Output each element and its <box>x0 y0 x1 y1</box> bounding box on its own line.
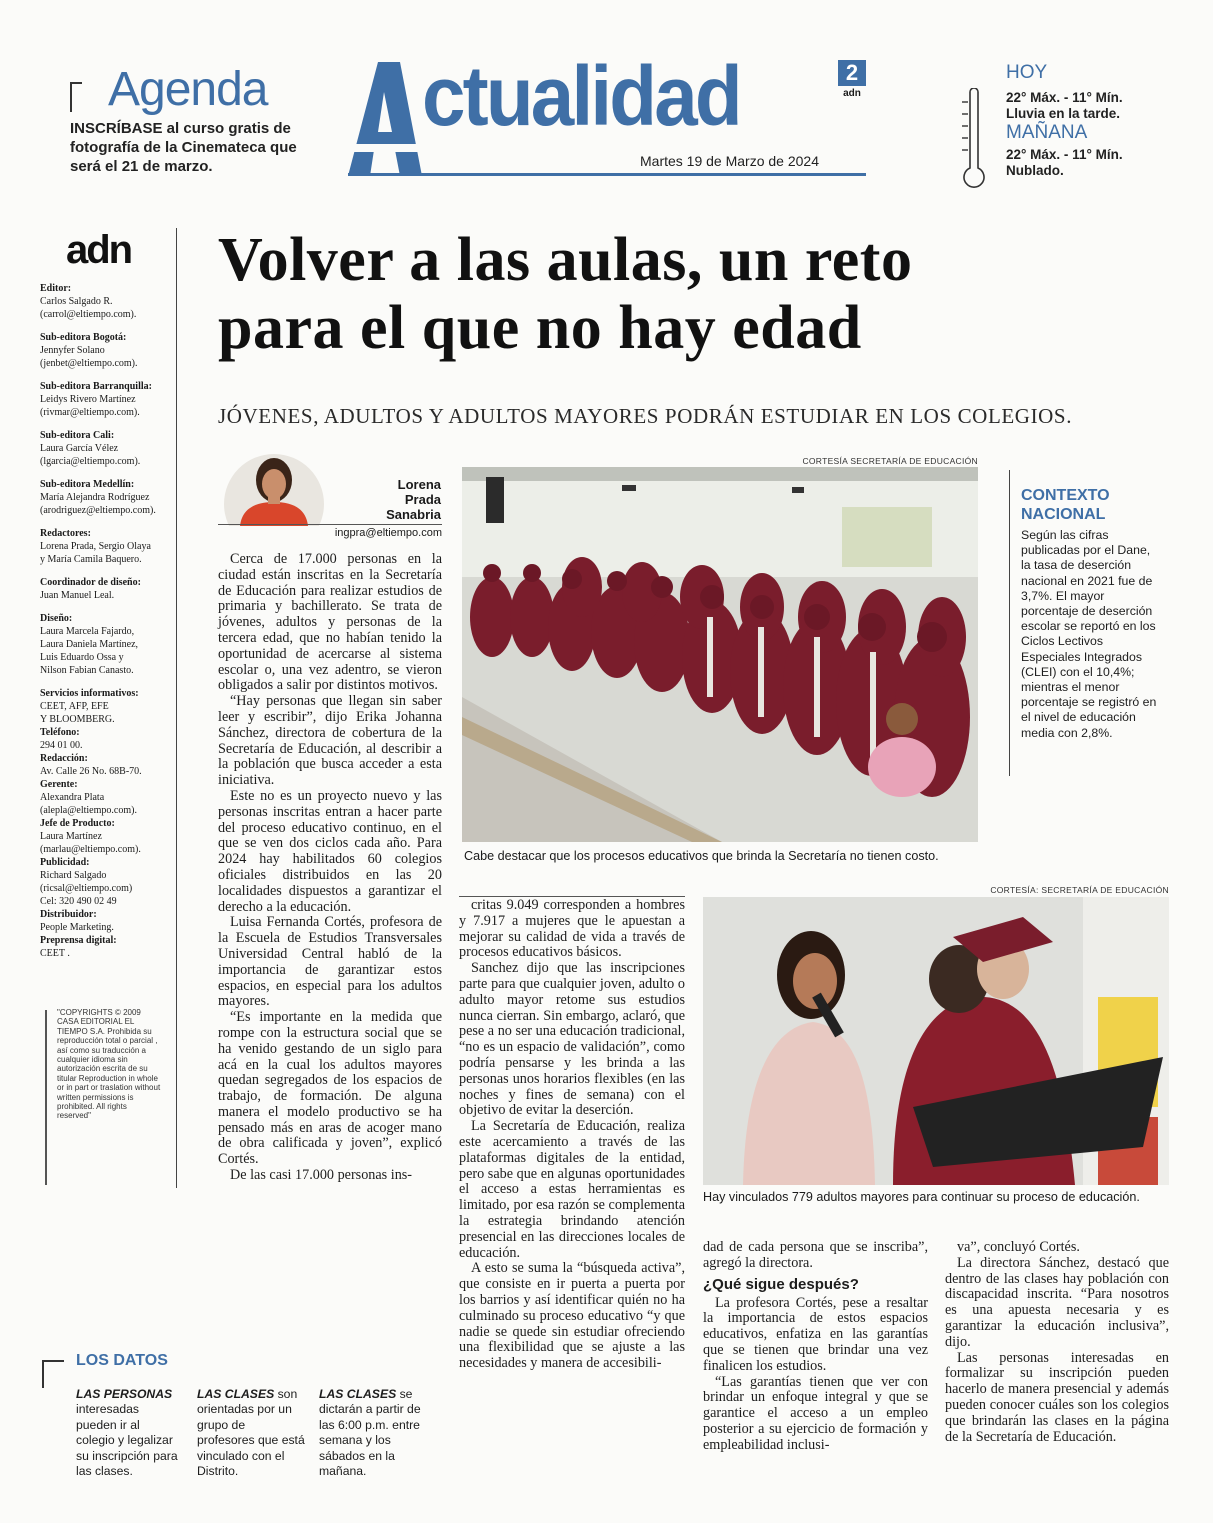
graduates-embrace-photo <box>703 897 1169 1185</box>
staff-line: (carrol@eltiempo.com). <box>40 309 137 320</box>
staff-line: Leidys Rivero Martínez <box>40 394 136 405</box>
staff-group <box>40 934 176 960</box>
staff-line: Y BLOOMBERG. <box>40 714 115 725</box>
paragraph: “Hay personas que llegan sin saber leer y escribir”, dijo Erika Johanna Sánchez, directora de cobertura de la Secretaría de Educación, al describir a la población que busca acceder a esta iniciativa. <box>218 693 442 789</box>
column-3-body <box>703 1296 928 1454</box>
author-name <box>345 477 441 522</box>
weather-tomorrow-desc: Nublado. <box>1006 163 1064 178</box>
staff-role: Servicios informativos: <box>40 688 139 699</box>
article-column-4 <box>945 1240 1169 1445</box>
datos-item-3-lead: LAS CLASES <box>319 1387 397 1401</box>
photo-1-caption: Cabe destacar que los procesos educativos que brinda la Secretaría no tienen costo. <box>464 849 939 863</box>
context-box-title: CONTEXTO NACIONAL <box>1021 487 1110 523</box>
author-divider <box>218 524 442 525</box>
photo-2-credit: CORTESÍA: SECRETARÍA DE EDUCACIÓN <box>990 885 1169 895</box>
article-column-3 <box>703 1240 928 1454</box>
datos-item-1-text: interesadas pueden ir al colegio y legalizar su inscripción para las clases. <box>76 1402 178 1479</box>
staff-credits <box>40 282 176 960</box>
staff-line: Laura García Vélez <box>40 443 119 454</box>
headline-line-2: para el que no hay edad <box>218 294 862 362</box>
staff-line: CEET, AFP, EFE <box>40 701 109 712</box>
weather-tomorrow-label: MAÑANA <box>1006 122 1088 143</box>
thermometer-icon <box>960 88 986 200</box>
agenda-lead: INSCRÍBASE <box>70 120 163 137</box>
agenda-bracket-icon <box>70 82 82 112</box>
issue-date: Martes 19 de Marzo de 2024 <box>640 153 819 169</box>
staff-line: (lgarcia@eltiempo.com). <box>40 456 141 467</box>
article-column-1 <box>218 552 442 1184</box>
staff-role: Jefe de Producto: <box>40 818 115 829</box>
weather-today-label: HOY <box>1006 62 1048 83</box>
masthead-a-logo <box>348 62 422 176</box>
weather-today-temp: 22° Máx. - 11° Mín. <box>1006 90 1123 105</box>
section-title: ctualidad <box>422 49 740 143</box>
staff-role: Sub-editora Barranquilla: <box>40 381 152 392</box>
staff-line: Luis Eduardo Ossa y <box>40 652 124 663</box>
staff-line: Nilson Fabian Canasto. <box>40 665 134 676</box>
staff-line: y María Camila Baquero. <box>40 554 142 565</box>
staff-line: (arodriguez@eltiempo.com). <box>40 505 156 516</box>
staff-group <box>40 429 176 468</box>
author-first-name: Lorena <box>397 477 441 492</box>
paragraph: Luisa Fernanda Cortés, profesora de la Escuela de Estudios Transversales Universidad Central habló de la importancia de garantizar estos espacios, en especial para los adultos mayores. <box>218 914 442 1010</box>
staff-line: Laura Martínez <box>40 831 102 842</box>
datos-item-3-text: se dictarán a partir de las 6:00 p.m. entre semana y los sábados en la mañana. <box>319 1387 421 1479</box>
author-photo <box>218 452 330 526</box>
photo-2-caption: Hay vinculados 779 adultos mayores para continuar su proceso de educación. <box>703 1190 1140 1204</box>
author-email: ingpra@eltiempo.com <box>334 527 442 539</box>
staff-role: Sub-editora Medellín: <box>40 479 135 490</box>
agenda-body: al curso gratis de fotografía de la Cinemateca que será el 21 de marzo. <box>70 120 297 175</box>
staff-group <box>40 612 176 677</box>
staff-group <box>40 687 176 726</box>
paragraph: critas 9.049 corresponden a hombres y 7.917 a mujeres que le apuestan a mejorar su calidad de vida a través de procesos educativos básicos. <box>459 897 685 961</box>
staff-role: Sub-editora Cali: <box>40 430 115 441</box>
author-last-name: Sanabria <box>386 507 441 522</box>
subheading: ¿Qué sigue después? <box>703 1275 859 1293</box>
agenda-heading <box>70 62 290 114</box>
paragraph: Sanchez dijo que las inscripciones parte para que cualquier joven, adulto o adulto mayor retome sus estudios nunca cierran. Sin embargo, aclaró, que pese a no ser una educación tradicional, “no es un espacio de validación”, como podría pensarse y les brinda a las personas unos horarios flexibles (en las noches y fines de semana) con el objetivo de evitar la deserción. <box>459 960 685 1119</box>
deck: JÓVENES, ADULTOS Y ADULTOS MAYORES PODRÁN ESTUDIAR EN LOS COLEGIOS. <box>218 404 1073 428</box>
paragraph: “Es importante en la medida que rompe con la estructura social que se ha venido gestando de un siglo para acá en la cual los adultos mayores quedan segregados de los espacios de trabajo, de formación. De alguna manera el modelo productivo se ha pensado más en aras de acoger mano de obra calificada y joven”, explicó Cortés. <box>218 1009 442 1168</box>
staff-line: Richard Salgado <box>40 870 107 881</box>
staff-group <box>40 817 176 856</box>
page-brand: adn <box>843 88 861 99</box>
staff-line: Jennyfer Solano <box>40 345 105 356</box>
datos-item-2 <box>197 1387 305 1479</box>
staff-line: Lorena Prada, Sergio Olaya <box>40 541 151 552</box>
staff-group <box>40 778 176 817</box>
paragraph: La Secretaría de Educación, realiza este acercamiento a través de las plataformas digitales de la entidad, pero sabe que en algunas oportunidades el acceso a estas herramientas es limitado, por esa razón se complementa la estrategia brindando atención presencial en las direcciones locales de educación. <box>459 1118 685 1261</box>
paragraph: va”, concluyó Cortés. <box>957 1239 1080 1255</box>
staff-role: Redacción: <box>40 753 88 764</box>
weather-tomorrow-temp: 22° Máx. - 11° Mín. <box>1006 147 1123 162</box>
paragraph: A esto se suma la “búsqueda activa”, que consiste en ir puerta a puerta por los barrios y así identificar quién no ha culminado su proceso educativo “y que nadie se quede sin estudiar ofreciendo una flexibilidad que se ajuste a las necesidades y manera de accesibili- <box>459 1260 685 1372</box>
paragraph: Cerca de 17.000 personas en la ciudad están inscritas en la Secretaría de Educación para realizar estudios de primaria y bachillerato. Se trata de jóvenes, adultos y personas de la tercera edad, que no habían tenido la oportunidad de acercarse al sistema escolar o, una vez adentro, se vieron obligados a salir por distintos motivos. <box>218 551 442 694</box>
staff-group <box>40 527 176 566</box>
page-number: 2 <box>838 60 866 86</box>
context-box-body: Según las cifras publicadas por el Dane, la tasa de deserción nacional en 2021 fue de 3,7%. El mayor porcentaje de deserción escolar se reportó en los Ciclos Lectivos Especiales Integrados (CLEI) con el 10,4%; mientras el menor porcentaje se registró en el nivel de educación media con 2,8%. <box>1021 528 1157 740</box>
column-3-intro: dad de cada persona que se inscriba”, agregó la directora. <box>703 1239 928 1271</box>
paragraph: Este no es un proyecto nuevo y las personas inscritas entran a hacer parte del proceso educativo continuo, en el que se ven dos ciclos cada año. Para 2024 hay habilitados 60 colegios oficiales distribuidos en las 20 localidades dispuestos a garantizar el derecho a la educación. <box>218 787 442 915</box>
staff-group <box>40 908 176 934</box>
article-column-2 <box>459 898 685 1372</box>
staff-group <box>40 726 176 752</box>
datos-item-1 <box>76 1387 181 1479</box>
datos-item-2-lead: LAS CLASES <box>197 1387 275 1401</box>
los-datos-title: LOS DATOS <box>76 1352 168 1369</box>
staff-line: Av. Calle 26 No. 68B-70. <box>40 766 142 777</box>
staff-group <box>40 576 176 602</box>
datos-item-2-text: son orientadas por un grupo de profesores que está vinculado con el Distrito. <box>197 1387 305 1479</box>
headline-line-1: Volver a las aulas, un reto <box>218 226 913 294</box>
staff-group <box>40 752 176 778</box>
agenda-title: Agenda <box>108 63 268 116</box>
staff-role: Publicidad: <box>40 857 90 868</box>
staff-line: 294 01 00. <box>40 740 83 751</box>
staff-role: Diseño: <box>40 613 73 624</box>
staff-group <box>40 856 176 908</box>
staff-group <box>40 331 176 370</box>
staff-group <box>40 380 176 419</box>
staff-line: Carlos Salgado R. <box>40 296 113 307</box>
datos-bracket-icon <box>42 1360 64 1388</box>
paragraph: Las personas interesadas en formalizar su inscripción pueden hacerlo de manera presencial y además pueden conocer cuáles son los colegios que brindarán las clases en la página de la Secretaría de Educación. <box>945 1349 1169 1445</box>
staff-role: Editor: <box>40 283 72 294</box>
staff-line: Alexandra Plata <box>40 792 105 803</box>
staff-group <box>40 478 176 517</box>
author-middle-name: Prada <box>404 492 441 507</box>
agenda-text <box>70 119 310 176</box>
graduation-ceremony-photo <box>462 467 978 842</box>
staff-role: Sub-editora Bogotá: <box>40 332 127 343</box>
context-box-rule <box>1009 470 1010 776</box>
page-badge <box>838 60 866 100</box>
staff-line: Laura Daniela Martínez, <box>40 639 139 650</box>
staff-group <box>40 282 176 321</box>
staff-line: (jenbet@eltiempo.com). <box>40 358 138 369</box>
staff-line: Juan Manuel Leal. <box>40 590 115 601</box>
sidebar-divider <box>176 228 177 1188</box>
staff-line: (marlau@eltiempo.com). <box>40 844 141 855</box>
paragraph: De las casi 17.000 personas ins- <box>230 1167 413 1184</box>
datos-item-3 <box>319 1387 423 1479</box>
copyright-bar <box>45 1010 47 1185</box>
staff-role: Gerente: <box>40 779 78 790</box>
staff-role: Redactores: <box>40 528 91 539</box>
paragraph: La directora Sánchez, destacó que dentro de las clases hay población con discapacidad inscrita. “Para nosotros es una apuesta necesaria y es garantizar la educación inclusiva”, dijo. <box>945 1254 1169 1350</box>
copyright-notice: "COPYRIGHTS © 2009 CASA EDITORIAL EL TIEMPO S.A. Prohibida su reproducción total o parcial , así como su traducción a cualquier idioma sin autorización escrita de su titular Reproduction in whole or in part or traslation without written permissions is prohibited. All rights reserved" <box>57 1008 161 1121</box>
staff-role: Distribuidor: <box>40 909 97 920</box>
staff-role: Coordinador de diseño: <box>40 577 141 588</box>
headline <box>218 226 1178 362</box>
paragraph: “Las garantías tienen que ver con brindar un enfoque integral y que se garantice el acceso a un empleo posterior a su ejercicio de formación y empleabilidad inclusi- <box>703 1373 928 1453</box>
staff-role: Preprensa digital: <box>40 935 117 946</box>
photo-1-credit: CORTESÍA SECRETARÍA DE EDUCACIÓN <box>802 456 978 466</box>
masthead-rule <box>348 173 866 176</box>
weather-today-desc: Lluvia en la tarde. <box>1006 106 1121 121</box>
staff-line: Laura Marcela Fajardo, <box>40 626 135 637</box>
staff-line: People Marketing. <box>40 922 114 933</box>
adn-logo: adn <box>66 228 132 272</box>
staff-line: (rivmar@eltiempo.com). <box>40 407 140 418</box>
staff-role: Teléfono: <box>40 727 80 738</box>
datos-item-1-lead: LAS PERSONAS <box>76 1387 173 1401</box>
staff-line: Cel: 320 490 02 49 <box>40 896 117 907</box>
staff-line: María Alejandra Rodríguez <box>40 492 150 503</box>
staff-line: (ricsal@eltiempo.com) <box>40 883 133 894</box>
paragraph: La profesora Cortés, pese a resaltar la importancia de estos espacios educativos, enfatiza en las garantías que se tienen que brindar una vez finalicen los estudios. <box>703 1294 928 1374</box>
staff-line: CEET . <box>40 948 70 959</box>
staff-line: (alepla@eltiempo.com). <box>40 805 137 816</box>
